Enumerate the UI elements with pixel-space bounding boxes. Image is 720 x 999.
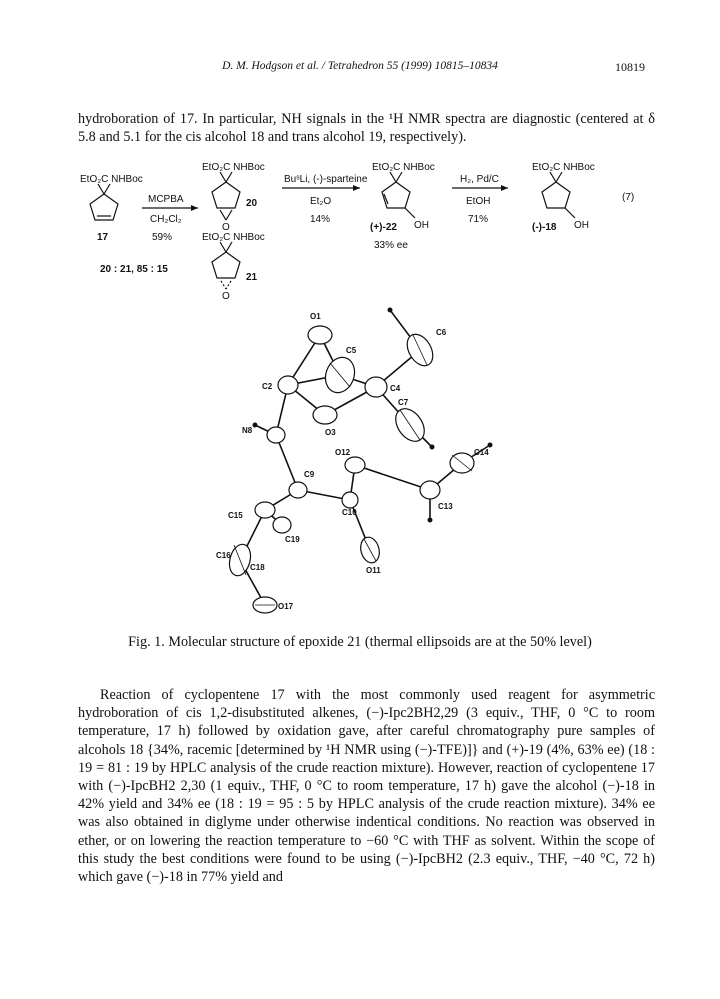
running-title: D. M. Hodgson et al. / Tetrahedron 55 (1999) 10815–10834 (222, 60, 498, 72)
equation-number: (7) (622, 192, 635, 203)
epoxide-20-ring (212, 182, 240, 208)
epoxide-21-ring (212, 252, 240, 278)
step3-solvent: EtOH (466, 196, 491, 207)
page-number: 10819 (615, 60, 645, 74)
paragraph-1-text: hydroboration of 17. In particular, NH signals in the ¹H NMR spectra are diagnostic (centered at δ 5.8 and 5.1 for the cis alcohol 18 and trans alcohol 19, respectively). (78, 111, 655, 146)
epoxide-20-oxygen: O (222, 222, 230, 233)
atom-label-c9: C9 (304, 470, 315, 479)
compound-18-substituents: EtO₂C NHBoc (532, 162, 595, 173)
cyclopentanol-18-ring (542, 182, 570, 208)
compound-22-hydroxyl: OH (414, 220, 429, 231)
atom-label-o12: O12 (335, 448, 351, 457)
step1-solvent: CH₂Cl₂ (150, 214, 182, 225)
atom-label-c14: C14 (474, 448, 489, 457)
atom-label-c7: C7 (398, 398, 409, 407)
compound-20-number: 20 (246, 198, 258, 209)
atom-label-c4: C4 (390, 384, 401, 393)
figure-caption: Fig. 1. Molecular structure of epoxide 21 (thermal ellipsoids are at the 50% level) (128, 634, 592, 650)
compound-21-number: 21 (246, 272, 258, 283)
compound-22-ee: 33% ee (374, 240, 408, 251)
crystal-structure-figure (170, 305, 560, 615)
step2-reagent: BuˢLi, (-)-sparteine (284, 174, 368, 185)
results-paragraph (78, 686, 655, 886)
compound-17-substituents: EtO₂C NHBoc (80, 174, 143, 185)
step2-yield: 14% (310, 214, 331, 225)
atom-label-c16: C16 (216, 551, 231, 560)
atom-label-o1: O1 (310, 312, 321, 321)
arrowhead-step1 (191, 205, 198, 211)
atom-label-n8: N8 (242, 426, 253, 435)
reaction-scheme (70, 160, 670, 300)
compound-17-number: 17 (97, 232, 109, 243)
atom-label-o3: O3 (325, 428, 336, 437)
step3-reagent: H₂, Pd/C (460, 174, 499, 185)
atom-label-o17: O17 (278, 602, 294, 611)
arrowhead-step2 (353, 185, 360, 191)
compound-21-substituents: EtO₂C NHBoc (202, 232, 265, 243)
intro-paragraph (78, 110, 655, 146)
paragraph-2-text: Reaction of cyclopentene 17 with the most commonly used reagent for asymmetric hydroboration of cis 1,2-disubstituted alkenes, (−)-Ipc2BH2,29 (3 equiv., THF, 0 °C to room temperature, 17 h) followed by oxidation gave, after careful chromatography pure samples of alcohols 18 {34%, racemic [determined by ¹H NMR using (−)-TFE)]} and (+)-19 (4%, 63% ee) (18 : 19 = 81 : 19 by HPLC analysis of the crude reaction mixture). However, reaction of cyclopentene 17 with (−)-IpcBH2 2,30 (1 equiv., THF, 0 °C to room temperature, 17 h) gave the alcohol (−)-18 in 42% yield and 34% ee (18 : 19 = 95 : 5 by HPLC analysis of the crude reaction mixture). 34% ee was also obtained in diglyme under otherwise indentical conditions. No reaction was observed in ether, or on lowering the reaction temperature to −60 °C with THF as solvent. Within the scope of this study the best conditions were found to be using (−)-IpcBH2 (2.3 equiv., THF, −40 °C, 72 h) which gave (−)-18 in 77% yield and (78, 687, 655, 886)
atom-label-c15: C15 (228, 511, 243, 520)
step1-yield: 59% (152, 232, 173, 243)
atom-label-c6: C6 (436, 328, 447, 337)
step2-solvent: Et₂O (310, 196, 332, 207)
atom-label-o11: O11 (366, 566, 381, 575)
step3-yield: 71% (468, 214, 489, 225)
atom-label-c10: C10 (342, 508, 357, 517)
compound-18-number: (-)-18 (532, 222, 557, 233)
compound-22-substituents: EtO₂C NHBoc (372, 162, 435, 173)
atom-label-c19: C19 (285, 535, 300, 544)
atom-label-c13: C13 (438, 502, 453, 511)
arrowhead-step3 (501, 185, 508, 191)
atom-label-c18: C18 (250, 563, 265, 572)
page-header (0, 60, 720, 78)
atom-label-c5: C5 (346, 346, 357, 355)
compound-20-substituents: EtO₂C NHBoc (202, 162, 265, 173)
epoxide-21-oxygen: O (222, 291, 230, 300)
cyclopentenol-22-ring (382, 182, 410, 208)
step1-reagent: MCPBA (148, 194, 184, 205)
isomer-ratio: 20 : 21, 85 : 15 (100, 264, 168, 275)
compound-18-hydroxyl: OH (574, 220, 589, 231)
compound-22-number: (+)-22 (370, 222, 397, 233)
atom-label-c2: C2 (262, 382, 273, 391)
